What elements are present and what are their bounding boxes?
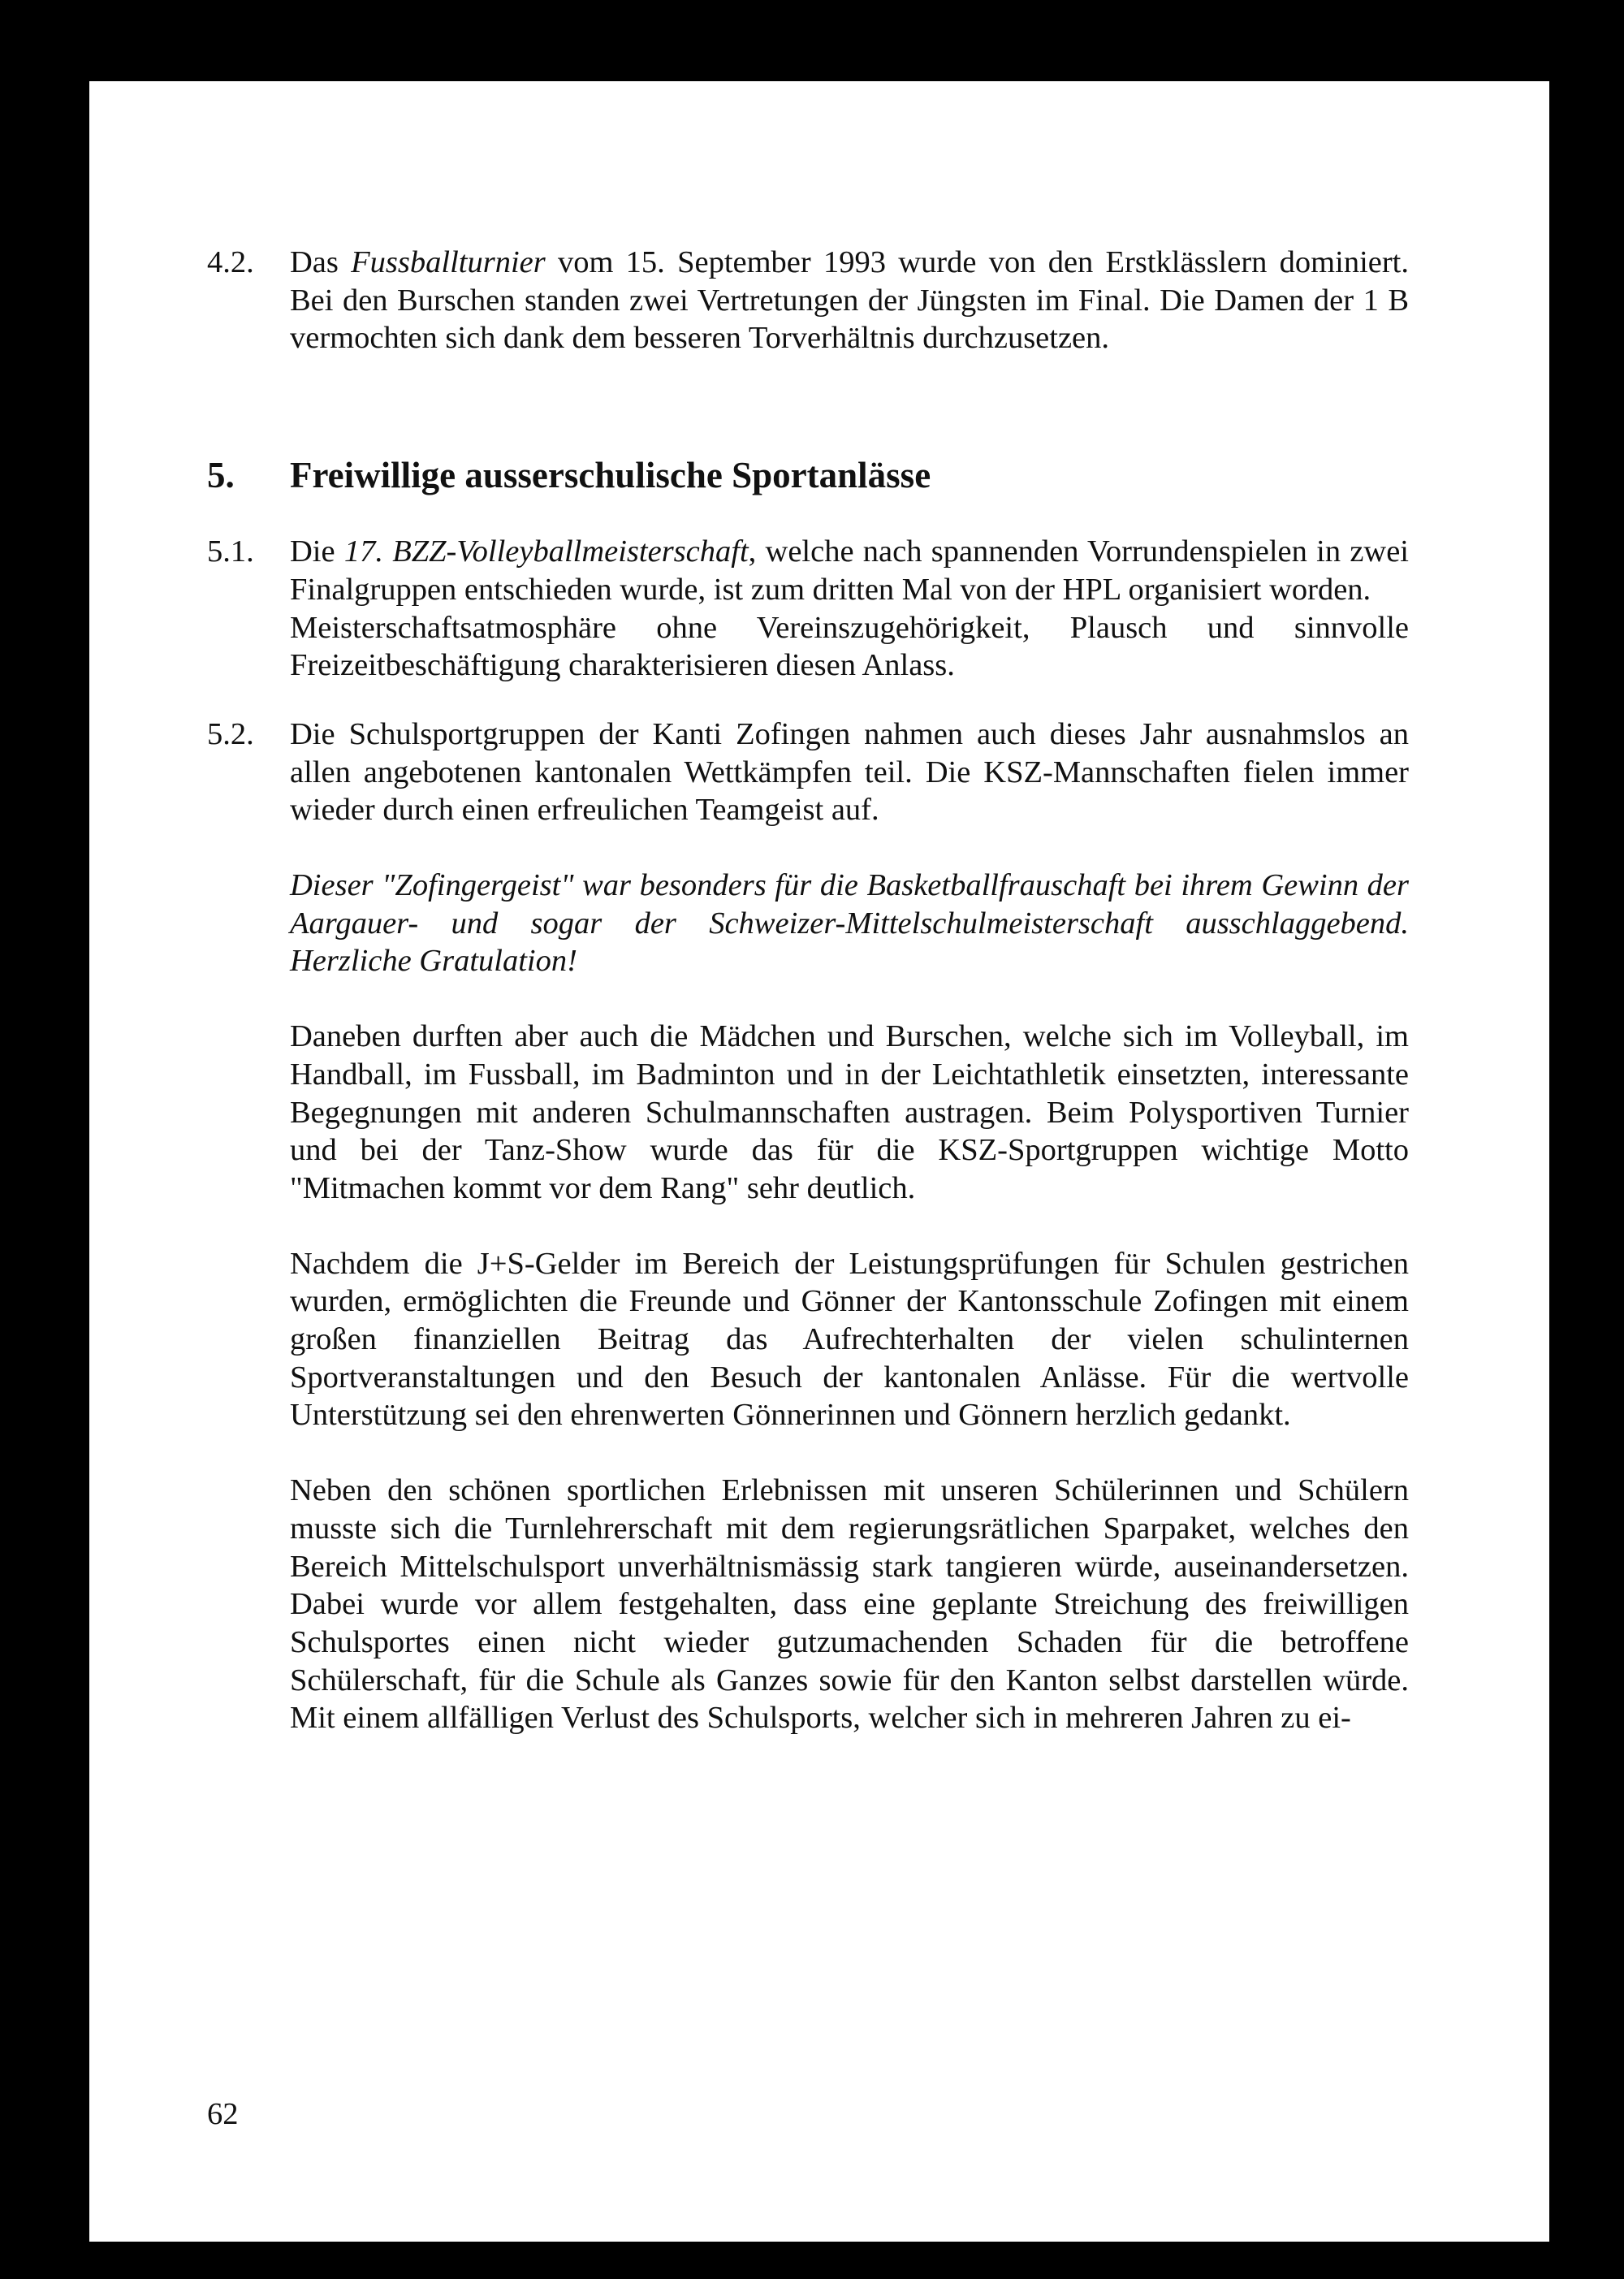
item-number: 4.2. (207, 245, 254, 279)
paragraph (290, 244, 1409, 357)
paragraph: Daneben durften aber auch die Mädchen und Burschen, welche sich im Volleyball, im Handball, im Fussball, im Badminton und in der Leichtathletik einsetzten, interessante Begegnungen mit anderen Schulmannschaften austragen. Beim Polysportiven Turnier und bei der Tanz-Show wurde das für die KSZ-Sportgruppen wichtige Motto "Mitmachen kommt vor dem Rang" sehr deutlich. (290, 1019, 1409, 1205)
paragraph: Meisterschaftsatmosphäre ohne Vereinszugehörigkeit, Plausch und sinnvolle Freizeitbeschäftigung charakterisieren diesen Anlass. (290, 610, 1409, 683)
page-content (207, 244, 1409, 1737)
item-5-1 (207, 533, 1409, 685)
italic-text-run: Fussballturnier (351, 245, 546, 279)
item-5-2 (207, 716, 1409, 1737)
paragraph: Die Schulsportgruppen der Kanti Zofingen nahmen auch dieses Jahr ausnahmslos an allen angebotenen kantonalen Wettkämpfen teil. Die KSZ-Mannschaften fielen immer wieder durch einen erfreulichen Teamgeist auf. (290, 716, 1409, 828)
text-run: Das (290, 245, 352, 279)
item-number: 5.1. (207, 534, 254, 569)
text-run: Die (290, 534, 344, 569)
section-heading (207, 453, 1409, 497)
section-number: 5. (207, 455, 235, 496)
item-number: 5.2. (207, 716, 254, 751)
paragraph (290, 533, 1409, 608)
text-run: , welche nach spannenden Vorrundenspielen in zwei Finalgruppen entschieden wurde, ist zum dritten Mal von der HPL organisiert worden. (290, 534, 1409, 607)
item-4-2 (207, 244, 1409, 357)
italic-paragraph: Dieser "Zofingergeist" war besonders für die Basketballfrauschaft bei ihrem Gewinn der Aargauer- und sogar der Schweizer-Mittelschulmeisterschaft ausschlaggebend. Herzliche Gratulation! (290, 868, 1409, 979)
paragraph: Neben den schönen sportlichen Erlebnissen mit unseren Schülerinnen und Schülern musste sich die Turnlehrerschaft mit dem regierungsrätlichen Sparpaket, welches den Bereich Mittelschulsport unverhältnismässig stark tangieren würde, auseinandersetzen. Dabei wurde vor allem festgehalten, dass eine geplante Streichung des freiwilligen Schulsportes einen nicht wieder gutzumachenden Schaden für die betroffene Schülerschaft, für die Schule als Ganzes sowie für den Kanton selbst darstellen würde. Mit einem allfälligen Verlust des Schulsports, welcher sich in mehreren Jahren zu ei- (290, 1473, 1409, 1736)
paragraph: Nachdem die J+S-Gelder im Bereich der Leistungsprüfungen für Schulen gestrichen wurden, ermöglichten die Freunde und Gönner der Kantonsschule Zofingen mit einem großen finanziellen Beitrag das Aufrechterhalten der vielen schulinternen Sportveranstaltungen und den Besuch der kantonalen Anlässe. Für die wertvolle Unterstützung sei den ehrenwerten Gönnerinnen und Gönnern herzlich gedankt. (290, 1246, 1409, 1433)
document-page (89, 81, 1549, 2242)
page-number: 62 (207, 2097, 239, 2131)
italic-text-run: 17. BZZ-Volleyballmeisterschaft (343, 534, 749, 569)
text-run: vom 15. September 1993 wurde von den Erstklässlern dominiert. Bei den Burschen standen zwei Vertretungen der Jüngsten im Final. Die Damen der 1 B vermochten sich dank dem besseren Torverhältnis durchzusetzen. (290, 245, 1409, 356)
section-title: Freiwillige ausserschulische Sportanlässe (290, 455, 931, 496)
